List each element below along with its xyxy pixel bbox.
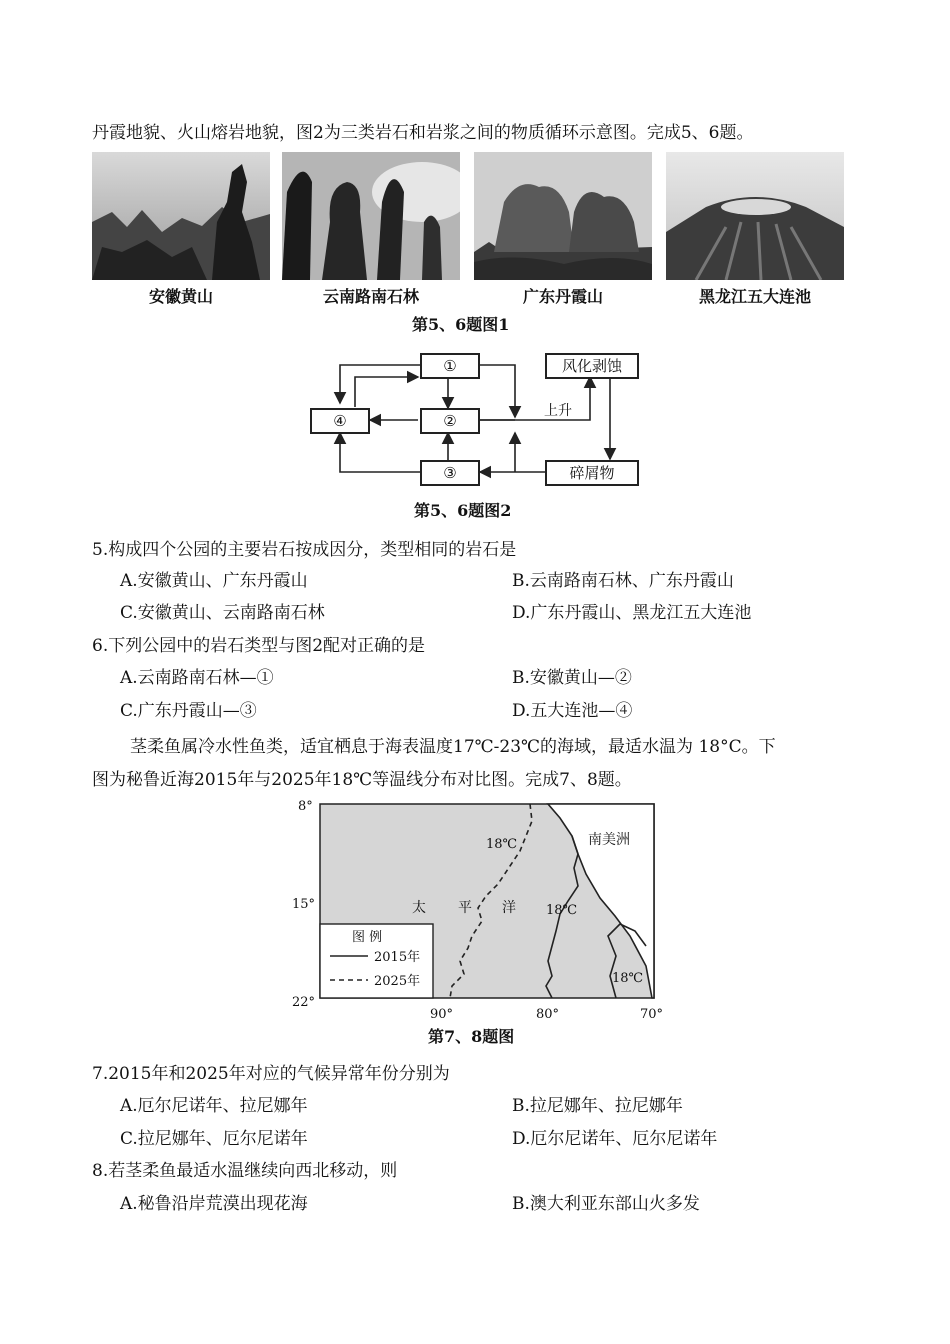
lat-label-15: 15° bbox=[292, 897, 316, 912]
q6-option-c[interactable]: C.广东丹霞山—③ bbox=[120, 701, 257, 721]
diagram-box-3: ③ bbox=[420, 460, 480, 486]
q6-option-b[interactable]: B.安徽黄山—② bbox=[512, 668, 632, 688]
figure1-caption: 第5、6题图1 bbox=[412, 315, 510, 334]
ocean-label-1: 太 bbox=[412, 900, 426, 916]
q8-stem: 8.若茎柔鱼最适水温继续向西北移动，则 bbox=[92, 1161, 398, 1181]
isotherm-label-2025: 18℃ bbox=[486, 837, 518, 852]
photo-caption-danxiashan: 广东丹霞山 bbox=[522, 287, 603, 306]
ocean-label-2: 平 bbox=[458, 900, 472, 916]
passage2-line1: 茎柔鱼属冷水性鱼类，适宜栖息于海表温度17℃-23℃的海域，最适水温为 18°C。下 bbox=[130, 737, 776, 757]
ocean-label-3: 洋 bbox=[502, 900, 516, 916]
q5-stem: 5.构成四个公园的主要岩石按成因分，类型相同的岩石是 bbox=[92, 540, 517, 560]
legend-2025: 2025年 bbox=[374, 974, 421, 989]
isotherm-map bbox=[290, 796, 670, 1026]
photo-caption-shilin: 云南路南石林 bbox=[322, 287, 419, 306]
isotherm-label-2015-b: 18℃ bbox=[612, 971, 644, 986]
q5-option-a[interactable]: A.安徽黄山、广东丹霞山 bbox=[120, 571, 308, 591]
photo-wudalianchi bbox=[666, 152, 844, 280]
q8-option-b[interactable]: B.澳大利亚东部山火多发 bbox=[512, 1194, 700, 1214]
intro-text: 丹霞地貌、火山熔岩地貌，图2为三类岩石和岩浆之间的物质循环示意图。完成5、6题。 bbox=[92, 123, 754, 143]
diagram-box-2: ② bbox=[420, 408, 480, 434]
q6-stem: 6.下列公园中的岩石类型与图2配对正确的是 bbox=[92, 636, 426, 656]
q7-option-b[interactable]: B.拉尼娜年、拉尼娜年 bbox=[512, 1096, 683, 1116]
diagram-box-sediment: 碎屑物 bbox=[545, 460, 639, 486]
photo-huangshan bbox=[92, 152, 270, 280]
diagram-box-4: ④ bbox=[310, 408, 370, 434]
photo-caption-huangshan: 安徽黄山 bbox=[148, 287, 213, 306]
lon-label-70: 70° bbox=[640, 1007, 664, 1022]
isotherm-label-2015-a: 18℃ bbox=[546, 903, 578, 918]
q5-option-b[interactable]: B.云南路南石林、广东丹霞山 bbox=[512, 571, 734, 591]
diagram-box-weathering: 风化剥蚀 bbox=[545, 353, 639, 379]
lat-label-8: 8° bbox=[298, 799, 313, 814]
q6-option-d[interactable]: D.五大连池—④ bbox=[512, 701, 633, 721]
q7-option-c[interactable]: C.拉尼娜年、厄尔尼诺年 bbox=[120, 1129, 308, 1149]
passage2-line2: 图为秘鲁近海2015年与2025年18℃等温线分布对比图。完成7、8题。 bbox=[92, 770, 632, 790]
legend-title: 图 例 bbox=[352, 930, 383, 945]
photo-shilin bbox=[282, 152, 460, 280]
q7-option-d[interactable]: D.厄尔尼诺年、厄尔尼诺年 bbox=[512, 1129, 718, 1149]
map-caption: 第7、8题图 bbox=[428, 1027, 515, 1046]
q5-option-d[interactable]: D.广东丹霞山、黑龙江五大连池 bbox=[512, 603, 752, 623]
figure2-caption: 第5、6题图2 bbox=[414, 501, 512, 520]
photo-danxiashan bbox=[474, 152, 652, 280]
q7-stem: 7.2015年和2025年对应的气候异常年份分别为 bbox=[92, 1064, 450, 1084]
q5-option-c[interactable]: C.安徽黄山、云南路南石林 bbox=[120, 603, 325, 623]
legend-2015: 2015年 bbox=[374, 950, 421, 965]
lon-label-90: 90° bbox=[430, 1007, 454, 1022]
diagram-label-uplift: 上升 bbox=[544, 403, 572, 419]
q6-option-a[interactable]: A.云南路南石林—① bbox=[120, 668, 274, 688]
lat-label-22: 22° bbox=[292, 995, 316, 1010]
lon-label-80: 80° bbox=[536, 1007, 560, 1022]
continent-label: 南美洲 bbox=[588, 832, 630, 848]
q7-option-a[interactable]: A.厄尔尼诺年、拉尼娜年 bbox=[120, 1096, 308, 1116]
diagram-box-1: ① bbox=[420, 353, 480, 379]
q8-option-a[interactable]: A.秘鲁沿岸荒漠出现花海 bbox=[120, 1194, 308, 1214]
photo-caption-wudalianchi: 黑龙江五大连池 bbox=[698, 287, 811, 306]
